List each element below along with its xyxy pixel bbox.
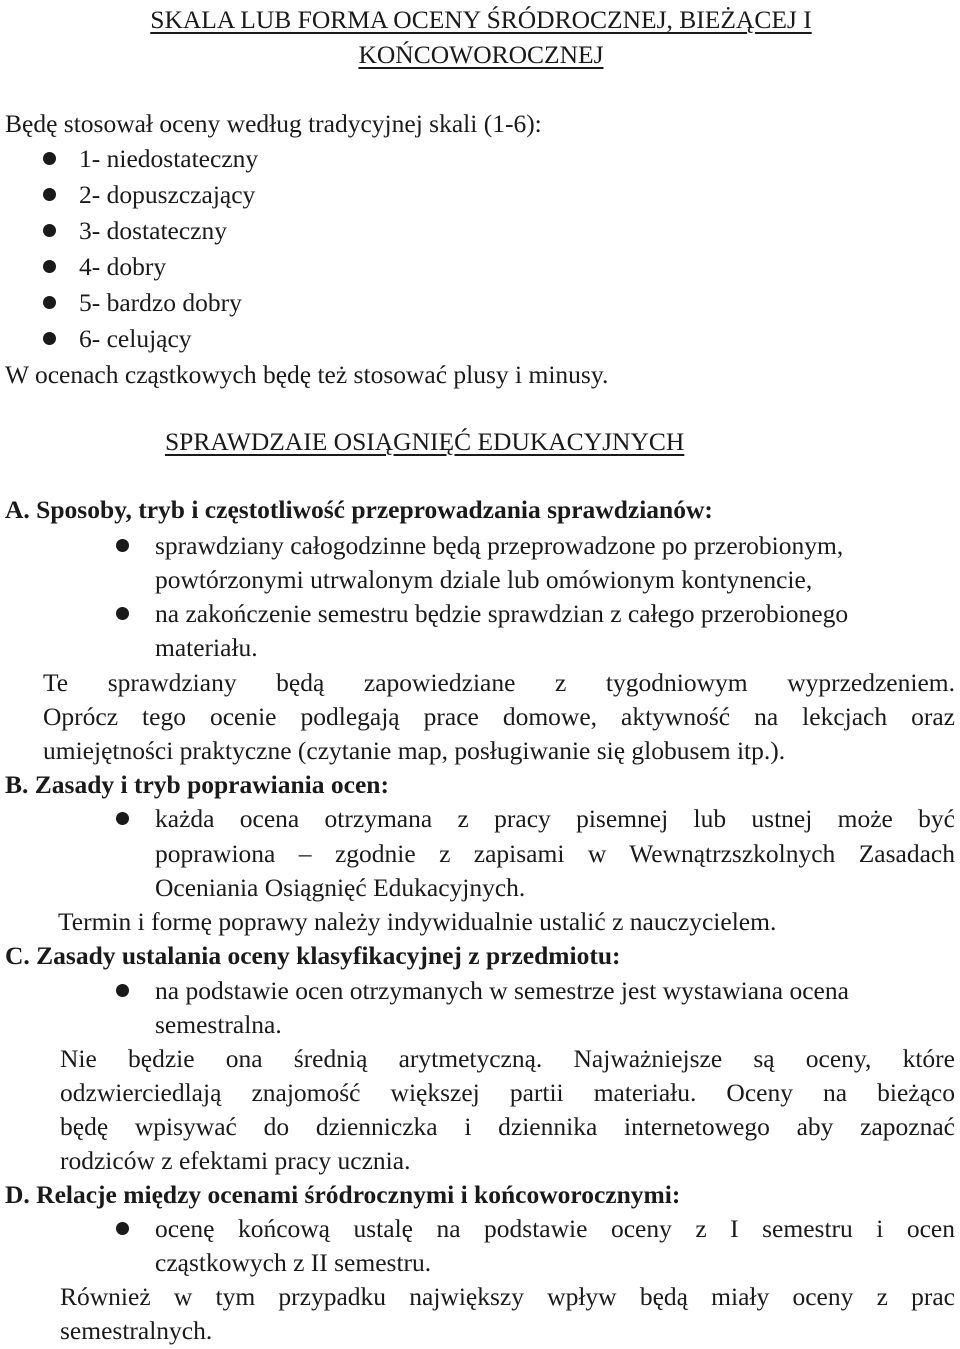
section-d-heading: D. Relacje między ocenami śródrocznymi i końcoworocznymi: xyxy=(5,1180,681,1209)
title-line-2: KOŃCOWOROCZNEJ xyxy=(358,40,604,69)
section-c-bullet-1-line-2: semestralna. xyxy=(155,1010,282,1039)
partial-grades-note: W ocenach cząstkowych będę też stosować plusy i minusy. xyxy=(5,360,609,389)
section-c-paragraph-line-1: Nie będzie ona średnią arytmetyczną. Najważniejsze są oceny, które xyxy=(60,1044,955,1073)
section-a-heading: A. Sposoby, tryb i częstotliwość przeprowadzania sprawdzianów: xyxy=(5,495,713,524)
section-b-bullet-1-line-2: poprawiona – zgodnie z zapisami w Wewnątrzszkolnych Zasadach xyxy=(155,839,955,868)
grade-item-4: 4- dobry xyxy=(79,252,167,281)
bullet-icon xyxy=(116,984,129,997)
grade-item-6: 6- celujący xyxy=(79,324,192,353)
section-d-paragraph-line-2: semestralnych. xyxy=(60,1316,213,1345)
section-a-bullet-1-line-1: sprawdziany całogodzinne będą przeprowadzone po przerobionym, xyxy=(155,531,844,560)
bullet-icon xyxy=(43,152,56,165)
section-a-bullet-2-line-1: na zakończenie semestru będzie sprawdzian z całego przerobionego xyxy=(155,599,849,628)
section-d-paragraph-line-1: Również w tym przypadku największy wpływ będą miały oceny z prac xyxy=(60,1282,955,1311)
section-c-paragraph-line-4: rodziców z efektami pracy ucznia. xyxy=(60,1146,411,1175)
title-line-1: SKALA LUB FORMA OCENY ŚRÓDROCZNEJ, BIEŻĄCEJ I xyxy=(150,5,812,34)
section-b-bullet-1-line-3: Oceniania Osiągnięć Edukacyjnych. xyxy=(155,873,526,902)
bullet-icon xyxy=(43,224,56,237)
bullet-icon xyxy=(116,1222,129,1235)
section-a-paragraph-2-line-2: umiejętności praktyczne (czytanie map, posługiwanie się globusem itp.). xyxy=(43,736,786,765)
scale-intro: Będę stosował oceny według tradycyjnej skali (1-6): xyxy=(5,109,542,138)
bullet-icon xyxy=(43,296,56,309)
section-c-heading: C. Zasady ustalania oceny klasyfikacyjnej z przedmiotu: xyxy=(5,941,621,970)
document-title xyxy=(76,2,886,72)
section-d-bullet-1-line-2: cząstkowych z II semestru. xyxy=(155,1248,432,1277)
section-a-paragraph-2-line-1: Oprócz tego ocenie podlegają prace domowe, aktywność na lekcjach oraz xyxy=(43,702,955,731)
bullet-icon xyxy=(43,260,56,273)
bullet-icon xyxy=(43,188,56,201)
grade-item-2: 2- dopuszczający xyxy=(79,180,256,209)
bullet-icon xyxy=(43,332,56,345)
section-a-paragraph-1: Te sprawdziany będą zapowiedziane z tygodniowym wyprzedzeniem. xyxy=(43,668,955,697)
section-b-bullet-1-line-1: każda ocena otrzymana z pracy pisemnej lub ustnej może być xyxy=(155,804,955,833)
section-a-bullet-2-line-2: materiału. xyxy=(155,633,258,662)
section-c-paragraph-line-3: będę wpisywać do dzienniczka i dziennika internetowego aby zapoznać xyxy=(60,1112,955,1141)
section-a-bullet-1-line-2: powtórzonymi utrwalonym dziale lub omówionym kontynencie, xyxy=(155,565,813,594)
grade-item-1: 1- niedostateczny xyxy=(79,144,259,173)
section-c-paragraph-line-2: odzwierciedlają znajomość większej partii materiału. Oceny na bieżąco xyxy=(60,1078,955,1107)
bullet-icon xyxy=(116,539,129,552)
section-b-heading: B. Zasady i tryb poprawiania ocen: xyxy=(5,770,389,799)
section-title: SPRAWDZAIE OSIĄGNIĘĆ EDUKACYJNYCH xyxy=(165,427,685,456)
grade-item-5: 5- bardzo dobry xyxy=(79,288,242,317)
section-c-bullet-1-line-1: na podstawie ocen otrzymanych w semestrze jest wystawiana ocena xyxy=(155,976,849,1005)
bullet-icon xyxy=(116,607,129,620)
section-b-paragraph-1: Termin i formę poprawy należy indywidualnie ustalić z nauczycielem. xyxy=(58,907,777,936)
section-d-bullet-1-line-1: ocenę końcową ustalę na podstawie oceny z I semestru i ocen xyxy=(155,1214,955,1243)
grade-item-3: 3- dostateczny xyxy=(79,216,227,245)
bullet-icon xyxy=(116,812,129,825)
